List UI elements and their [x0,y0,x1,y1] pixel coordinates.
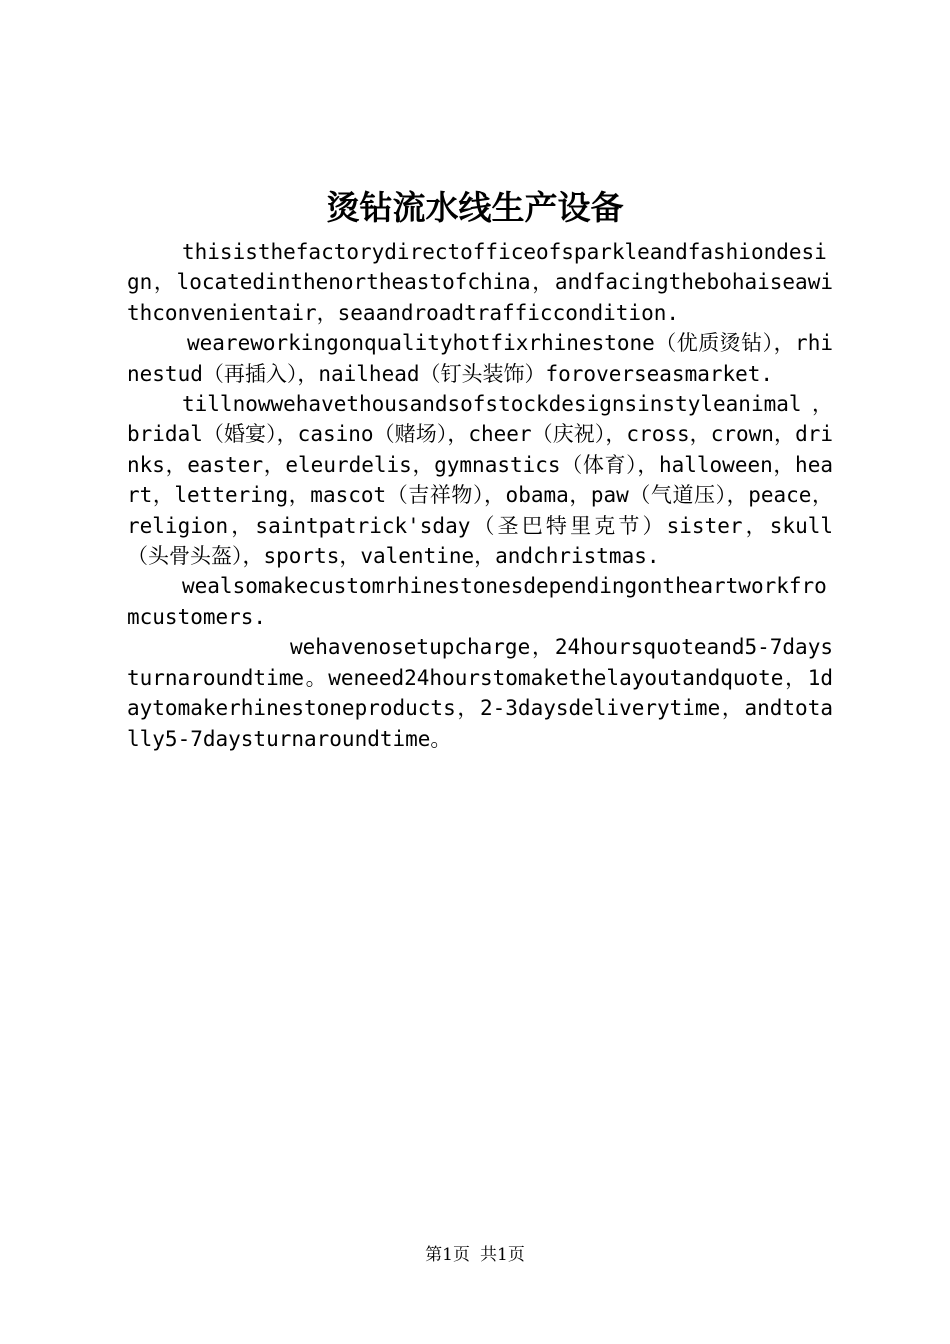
paragraph-turnaround-time: wehavenosetupcharge，24hoursquoteand5-7daysturnaroundtime。weneed24hourstomakethelayoutandquote，1daytomakerhinestoneproducts，2-3daysdeliverytime，andtotally5-7daysturnaroundtime。 [127,635,833,751]
document-title: 烫钻流水线生产设备 [326,188,624,227]
page-total: 共1页 [480,1245,525,1265]
paragraph-company-intro: thisisthefactorydirectofficeofsparkleandfashiondesign，locatedinthenortheastofchina，andfacingthebohaiseawithconvenientair，seaandroadtrafficcondition. [127,240,833,325]
paragraph-custom-rhinestones: wealsomakecustomrhinestonesdependingontheartworkfromcustomers. [127,574,827,629]
paragraph-stock-designs: tillnowwehavethousandsofstockdesignsinstyleanimal，bridal（婚宴），casino（赌场），cheer（庆祝），cross，crown，drinks，easter，eleurdelis，gymnastics（体育），halloween，heart，lettering，mascot（吉祥物），obama，paw（气道压），peace，religion，saintpatrick'sday（圣巴特里克节）sister，skull（头骨头盔），sports，valentine，andchristmas. [127,392,833,569]
paragraph-products: weareworkingonqualityhotfixrhinestone（优质烫钻），rhinestud（再插入），nailhead（钉头装饰）foroverseasmarket. [127,331,833,386]
page-footer [0,1244,950,1266]
page-number: 第1页 [425,1245,470,1265]
document-body [127,237,833,754]
